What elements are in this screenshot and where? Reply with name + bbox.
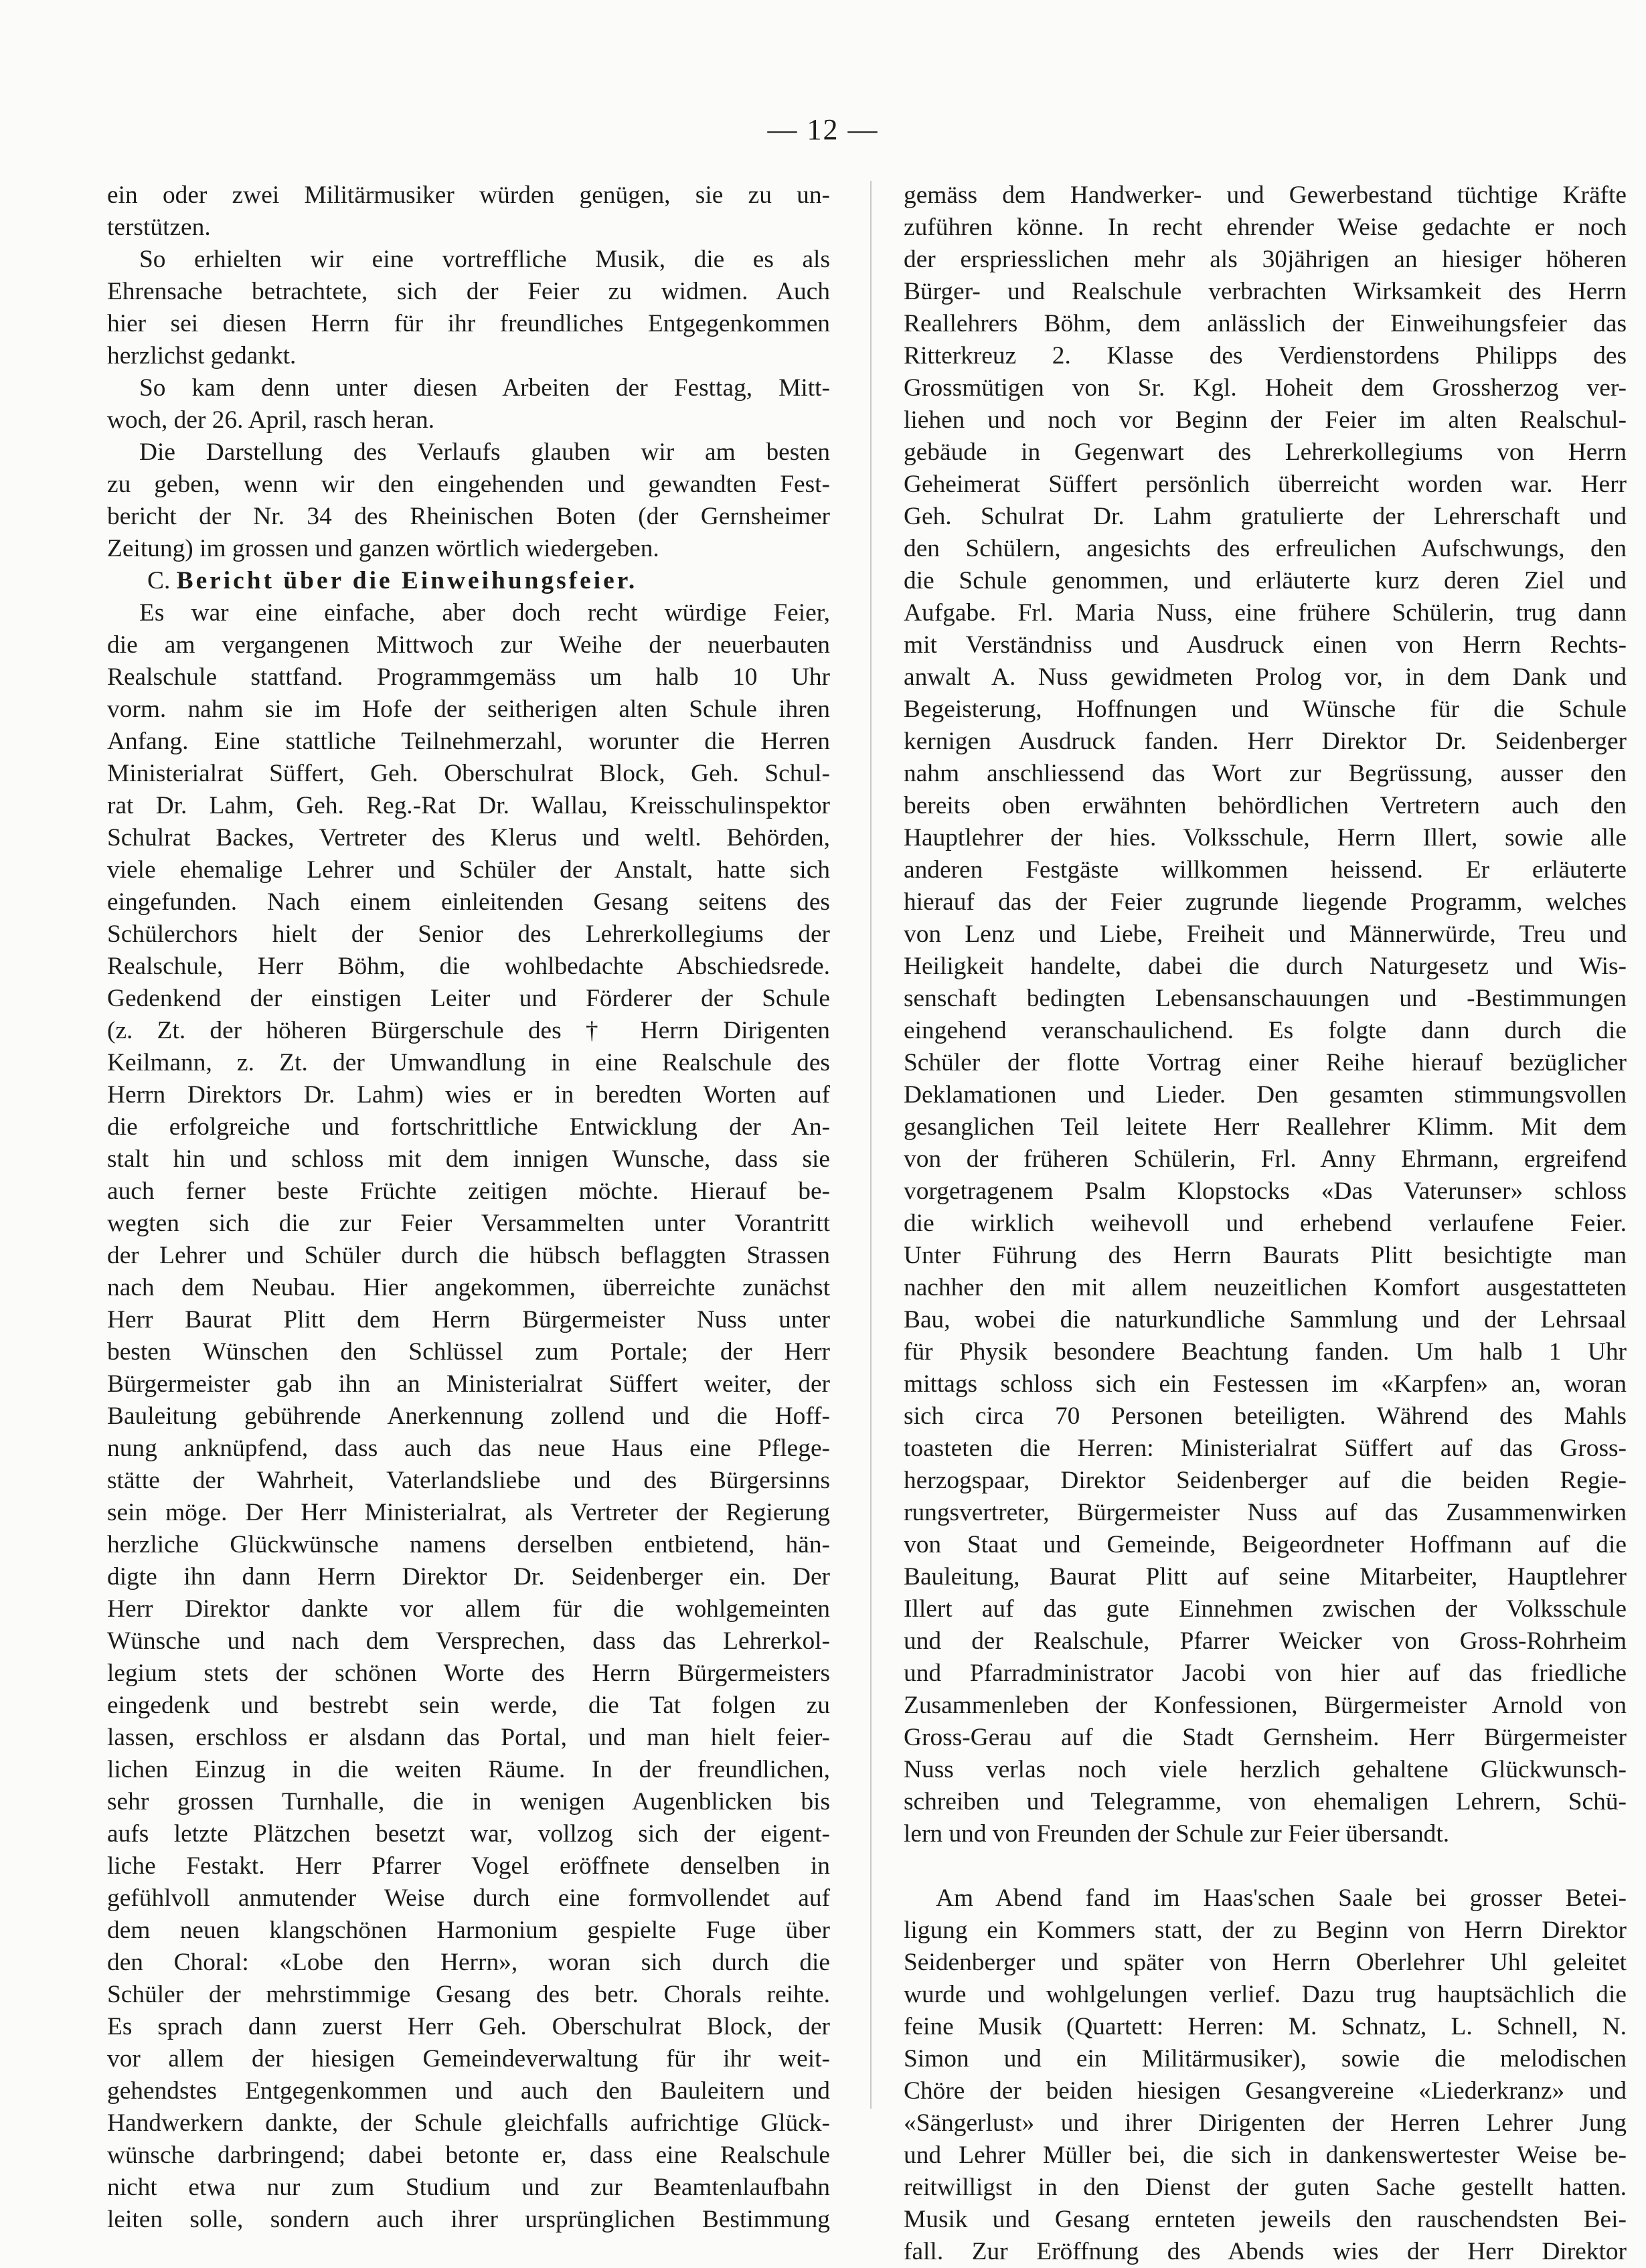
- text-line: Herr Baurat Plitt dem Herrn Bürgermeister Nuss unter: [107, 1306, 830, 1333]
- text-line: (z. Zt. der höheren Bürgerschule des † Herrn Dirigenten: [107, 1017, 830, 1044]
- text-line: viele ehemalige Lehrer und Schüler der Anstalt, hatte sich: [107, 856, 830, 884]
- text-line: reitwilligst in den Dienst der guten Sache gestellt hatten.: [904, 2174, 1627, 2201]
- text-line: Ritterkreuz 2. Klasse des Verdienstordens Philipps des: [904, 342, 1627, 370]
- text-line: und der Realschule, Pfarrer Weicker von Gross-Rohrheim: [904, 1627, 1627, 1655]
- text-line: Gross-Gerau auf die Stadt Gernsheim. Herr Bürgermeister: [904, 1724, 1627, 1751]
- text-line: auch ferner beste Früchte zeitigen möchte. Hierauf be-: [107, 1178, 830, 1205]
- text-line: wurde und wohlgelungen verlief. Dazu trug hauptsächlich die: [904, 1981, 1627, 2008]
- text-line: Illert auf das gute Einnehmen zwischen der Volksschule: [904, 1595, 1627, 1623]
- text-line: nung anknüpfend, dass auch das neue Haus eine Pflege-: [107, 1435, 830, 1462]
- text-line: gesanglichen Teil leitete Herr Reallehrer Klimm. Mit dem: [904, 1113, 1627, 1141]
- text-line: Hauptlehrer der hies. Volksschule, Herrn Illert, sowie alle: [904, 824, 1627, 852]
- text-line: Bürgermeister gab ihn an Ministerialrat Süffert weiter, der: [107, 1370, 830, 1398]
- text-line: stalt hin und schloss mit dem innigen Wunsche, dass sie: [107, 1145, 830, 1173]
- text-line: lassen, erschloss er alsdann das Portal, und man hielt feier-: [107, 1724, 830, 1751]
- text-line: herzogspaar, Direktor Seidenberger auf die beiden Regie-: [904, 1467, 1627, 1494]
- paragraph-spacer: [904, 1850, 1627, 1882]
- text-line: der erspriesslichen mehr als 30jährigen an hiesiger höheren: [904, 246, 1627, 273]
- text-line: Zusammenleben der Konfessionen, Bürgermeister Arnold von: [904, 1692, 1627, 1719]
- text-line: Schüler der mehrstimmige Gesang des betr. Chorals reihte.: [107, 1981, 830, 2008]
- text-line: bereits oben erwähnten behördlichen Vertretern auch den: [904, 792, 1627, 819]
- text-line: nahm anschliessend das Wort zur Begrüssung, ausser den: [904, 760, 1627, 787]
- text-line: gebäude in Gegenwart des Lehrerkollegiums von Herrn: [904, 438, 1627, 466]
- text-line: gehendstes Entgegenkommen und auch den Bauleitern und: [107, 2077, 830, 2105]
- text-line: von der früheren Schülerin, Frl. Anny Ehrmann, ergreifend: [904, 1145, 1627, 1173]
- text-line: bericht der Nr. 34 des Rheinischen Boten (der Gernsheimer: [107, 503, 830, 530]
- text-line: Unter Führung des Herrn Baurats Plitt besichtigte man: [904, 1242, 1627, 1269]
- text-line: wegten sich die zur Feier Versammelten unter Vorantritt: [107, 1210, 830, 1237]
- text-line: nachher den mit allem neuzeitlichen Komfort ausgestatteten: [904, 1274, 1627, 1301]
- text-line: stätte der Wahrheit, Vaterlandsliebe und des Bürgersinns: [107, 1467, 830, 1494]
- text-line: nicht etwa nur zum Studium und zur Beamtenlaufbahn: [107, 2174, 830, 2201]
- text-line: hierauf das der Feier zugrunde liegende Programm, welches: [904, 888, 1627, 916]
- text-line: Wünsche und nach dem Versprechen, dass das Lehrerkol-: [107, 1627, 830, 1655]
- text-line: Deklamationen und Lieder. Den gesamten stimmungsvollen: [904, 1081, 1627, 1109]
- text-line: den Choral: «Lobe den Herrn», woran sich durch die: [107, 1949, 830, 1976]
- text-line: Schülerchors hielt der Senior des Lehrerkollegiums der: [107, 920, 830, 948]
- text-line: fall. Zur Eröffnung des Abends wies der Herr Direktor: [904, 2238, 1627, 2265]
- text-line: anderen Festgäste willkommen heissend. Er erläuterte: [904, 856, 1627, 884]
- text-line: vor allem der hiesigen Gemeindeverwaltung für ihr weit-: [107, 2045, 830, 2073]
- text-line: So kam denn unter diesen Arbeiten der Festtag, Mitt-: [139, 374, 830, 402]
- text-line: Ministerialrat Süffert, Geh. Oberschulrat Block, Geh. Schul-: [107, 760, 830, 787]
- left-column: [107, 179, 830, 2236]
- text-line: Bauleitung, Baurat Plitt auf seine Mitarbeiter, Hauptlehrer: [904, 1563, 1627, 1591]
- text-line: Realschule stattfand. Programmgemäss um halb 10 Uhr: [107, 663, 830, 691]
- text-line: eingedenk und bestrebt sein werde, die Tat folgen zu: [107, 1692, 830, 1719]
- text-line: Chöre der beiden hiesigen Gesangvereine «Liederkranz» und: [904, 2077, 1627, 2105]
- text-line: sich circa 70 Personen beteiligten. Während des Mahls: [904, 1402, 1627, 1430]
- text-line: eingehend veranschaulichend. Es folgte dann durch die: [904, 1017, 1627, 1044]
- text-line: Geheimerat Süffert persönlich überreicht worden war. Herr: [904, 471, 1627, 498]
- text-line: Die Darstellung des Verlaufs glauben wir am besten: [139, 438, 830, 466]
- text-line: Ehrensache betrachtete, sich der Feier zu widmen. Auch: [107, 278, 830, 305]
- text-line: schreiben und Telegramme, von ehemaligen Lehrern, Schü-: [904, 1788, 1627, 1815]
- text-line: für Physik besondere Beachtung fanden. Um halb 1 Uhr: [904, 1338, 1627, 1366]
- text-line: Reallehrers Böhm, dem anlässlich der Einweihungsfeier das: [904, 310, 1627, 337]
- text-line: So erhielten wir eine vortreffliche Musik, die es als: [139, 246, 830, 273]
- text-line: die am vergangenen Mittwoch zur Weihe der neuerbauten: [107, 631, 830, 659]
- text-line: digte ihn dann Herrn Direktor Dr. Seidenberger ein. Der: [107, 1563, 830, 1591]
- text-line: anwalt A. Nuss gewidmeten Prolog vor, in dem Dank und: [904, 663, 1627, 691]
- text-line: gemäss dem Handwerker- und Gewerbestand tüchtige Kräfte: [904, 181, 1627, 209]
- text-line: Gedenkend der einstigen Leiter und Förderer der Schule: [107, 985, 830, 1012]
- text-line: ligung ein Kommers statt, der zu Beginn von Herrn Direktor: [904, 1917, 1627, 1944]
- text-line: Herrn Direktors Dr. Lahm) wies er in beredten Worten auf: [107, 1081, 830, 1109]
- text-line: leiten solle, sondern auch ihrer ursprünglichen Bestimmung: [107, 2206, 830, 2233]
- text-line: Keilmann, z. Zt. der Umwandlung in eine Realschule des: [107, 1049, 830, 1076]
- text-line: senschaft bedingten Lebensanschauungen und -Bestimmungen: [904, 985, 1627, 1012]
- text-line: mittags schloss sich ein Festessen im «Karpfen» an, woran: [904, 1370, 1627, 1398]
- page-number: — 12 —: [767, 113, 879, 146]
- text-line: Zeitung) im grossen und ganzen wörtlich wiedergeben.: [107, 535, 659, 562]
- text-line: Schüler der flotte Vortrag einer Reihe hierauf bezüglicher: [904, 1049, 1627, 1076]
- text-line: Es sprach dann zuerst Herr Geh. Oberschulrat Block, der: [107, 2013, 830, 2040]
- text-line: Simon und ein Militärmusiker), sowie die melodischen: [904, 2045, 1627, 2073]
- text-line: die wirklich weihevoll und erhebend verlaufene Feier.: [904, 1210, 1627, 1237]
- text-line: sein möge. Der Herr Ministerialrat, als Vertreter der Regierung: [107, 1499, 830, 1526]
- text-line: von Lenz und Liebe, Freiheit und Männerwürde, Treu und: [904, 920, 1627, 948]
- text-line: besten Wünschen den Schlüssel zum Portale; der Herr: [107, 1338, 830, 1366]
- text-line: vorgetragenem Psalm Klopstocks «Das Vaterunser» schloss: [904, 1178, 1627, 1205]
- text-line: feine Musik (Quartett: Herren: M. Schnatz, L. Schnell, N.: [904, 2013, 1627, 2040]
- text-line: nach dem Neubau. Hier angekommen, überreichte zunächst: [107, 1274, 830, 1301]
- text-line: dem neuen klangschönen Harmonium gespielte Fuge über: [107, 1917, 830, 1944]
- text-line: herzliche Glückwünsche namens derselben entbietend, hän-: [107, 1531, 830, 1558]
- text-line: Heiligkeit handelte, dabei die durch Naturgesetz und Wis-: [904, 953, 1627, 980]
- text-line: Musik und Gesang ernteten jeweils den rauschendsten Bei-: [904, 2206, 1627, 2233]
- text-line: liehen und noch vor Beginn der Feier im alten Realschul-: [904, 406, 1627, 434]
- text-line: lern und von Freunden der Schule zur Feier übersandt.: [904, 1820, 1450, 1848]
- text-line: und Pfarradministrator Jacobi von hier auf das friedliche: [904, 1659, 1627, 1687]
- text-line: zu geben, wenn wir den eingehenden und gewandten Fest-: [107, 471, 830, 498]
- text-line: Aufgabe. Frl. Maria Nuss, eine frühere Schülerin, trug dann: [904, 599, 1627, 627]
- text-line: Geh. Schulrat Dr. Lahm gratulierte der Lehrerschaft und: [904, 503, 1627, 530]
- text-line: vorm. nahm sie im Hofe der seitherigen alten Schule ihren: [107, 696, 830, 723]
- text-line: die erfolgreiche und fortschrittliche Entwicklung der An-: [107, 1113, 830, 1141]
- text-line: Grossmütigen von Sr. Kgl. Hoheit dem Grossherzog ver-: [904, 374, 1627, 402]
- text-line: herzlichst gedankt.: [107, 342, 297, 370]
- text-line: der Lehrer und Schüler durch die hübsch beflaggten Strassen: [107, 1242, 830, 1269]
- text-line: Bauleitung gebührende Anerkennung zollend und die Hoff-: [107, 1402, 830, 1430]
- text-line: Begeisterung, Hoffnungen und Wünsche für die Schule: [904, 696, 1627, 723]
- text-line: legium stets der schönen Worte des Herrn Bürgermeisters: [107, 1659, 830, 1687]
- text-line: rat Dr. Lahm, Geh. Reg.-Rat Dr. Wallau, Kreisschulinspektor: [107, 792, 830, 819]
- text-line: Nuss verlas noch viele herzlich gehaltene Glückwunsch-: [904, 1756, 1627, 1783]
- text-line: «Sängerlust» und ihrer Dirigenten der Herren Lehrer Jung: [904, 2109, 1627, 2137]
- text-line: kernigen Ausdruck fanden. Herr Direktor Dr. Seidenberger: [904, 728, 1627, 755]
- text-line: Es war eine einfache, aber doch recht würdige Feier,: [139, 599, 830, 627]
- text-line: hier sei diesen Herrn für ihr freundliches Entgegenkommen: [107, 310, 830, 337]
- text-line: Realschule, Herr Böhm, die wohlbedachte Abschiedsrede.: [107, 953, 830, 980]
- text-line: toasteten die Herren: Ministerialrat Süffert auf das Gross-: [904, 1435, 1627, 1462]
- text-line: Bürger- und Realschule verbrachten Wirksamkeit des Herrn: [904, 278, 1627, 305]
- text-line: zuführen könne. In recht ehrender Weise gedachte er noch: [904, 214, 1627, 241]
- section-heading: C. Bericht über die Einweihungsfeier.: [147, 567, 638, 594]
- text-line: Schulrat Backes, Vertreter des Klerus und weltl. Behörden,: [107, 824, 830, 852]
- right-column: [904, 179, 1627, 2268]
- text-line: Herr Direktor dankte vor allem für die wohlgemeinten: [107, 1595, 830, 1623]
- text-line: mit Verständniss und Ausdruck einen von Herrn Rechts-: [904, 631, 1627, 659]
- text-line: eingefunden. Nach einem einleitenden Gesang seitens des: [107, 888, 830, 916]
- text-line: woch, der 26. April, rasch heran.: [107, 406, 435, 434]
- text-line: wünsche darbringend; dabei betonte er, dass eine Realschule: [107, 2141, 830, 2169]
- text-line: und Lehrer Müller bei, die sich in dankenswertester Weise be-: [904, 2141, 1627, 2169]
- text-line: gefühlvoll anmutender Weise durch eine formvollendet auf: [107, 1884, 830, 1912]
- text-line: rungsvertreter, Bürgermeister Nuss auf das Zusammenwirken: [904, 1499, 1627, 1526]
- text-line: Handwerkern dankte, der Schule gleichfalls aufrichtige Glück-: [107, 2109, 830, 2137]
- text-line: ein oder zwei Militärmusiker würden genügen, sie zu un-: [107, 181, 830, 209]
- text-line: aufs letzte Plätzchen besetzt war, vollzog sich der eigent-: [107, 1820, 830, 1848]
- text-line: Seidenberger und später von Herrn Oberlehrer Uhl geleitet: [904, 1949, 1627, 1976]
- text-line: Am Abend fand im Haas'schen Saale bei grosser Betei-: [936, 1884, 1627, 1912]
- text-line: den Schülern, angesichts des erfreulichen Aufschwungs, den: [904, 535, 1627, 562]
- text-line: lichen Einzug in die weiten Räume. In der freundlichen,: [107, 1756, 830, 1783]
- text-line: liche Festakt. Herr Pfarrer Vogel eröffnete denselben in: [107, 1852, 830, 1880]
- text-line: Bau, wobei die naturkundliche Sammlung und der Lehrsaal: [904, 1306, 1627, 1333]
- text-line: die Schule genommen, und erläuterte kurz deren Ziel und: [904, 567, 1627, 594]
- text-line: von Staat und Gemeinde, Beigeordneter Hoffmann auf die: [904, 1531, 1627, 1558]
- column-divider: [870, 181, 872, 2109]
- text-line: Anfang. Eine stattliche Teilnehmerzahl, worunter die Herren: [107, 728, 830, 755]
- text-line: terstützen.: [107, 214, 211, 241]
- text-line: sehr grossen Turnhalle, die in wenigen Augenblicken bis: [107, 1788, 830, 1815]
